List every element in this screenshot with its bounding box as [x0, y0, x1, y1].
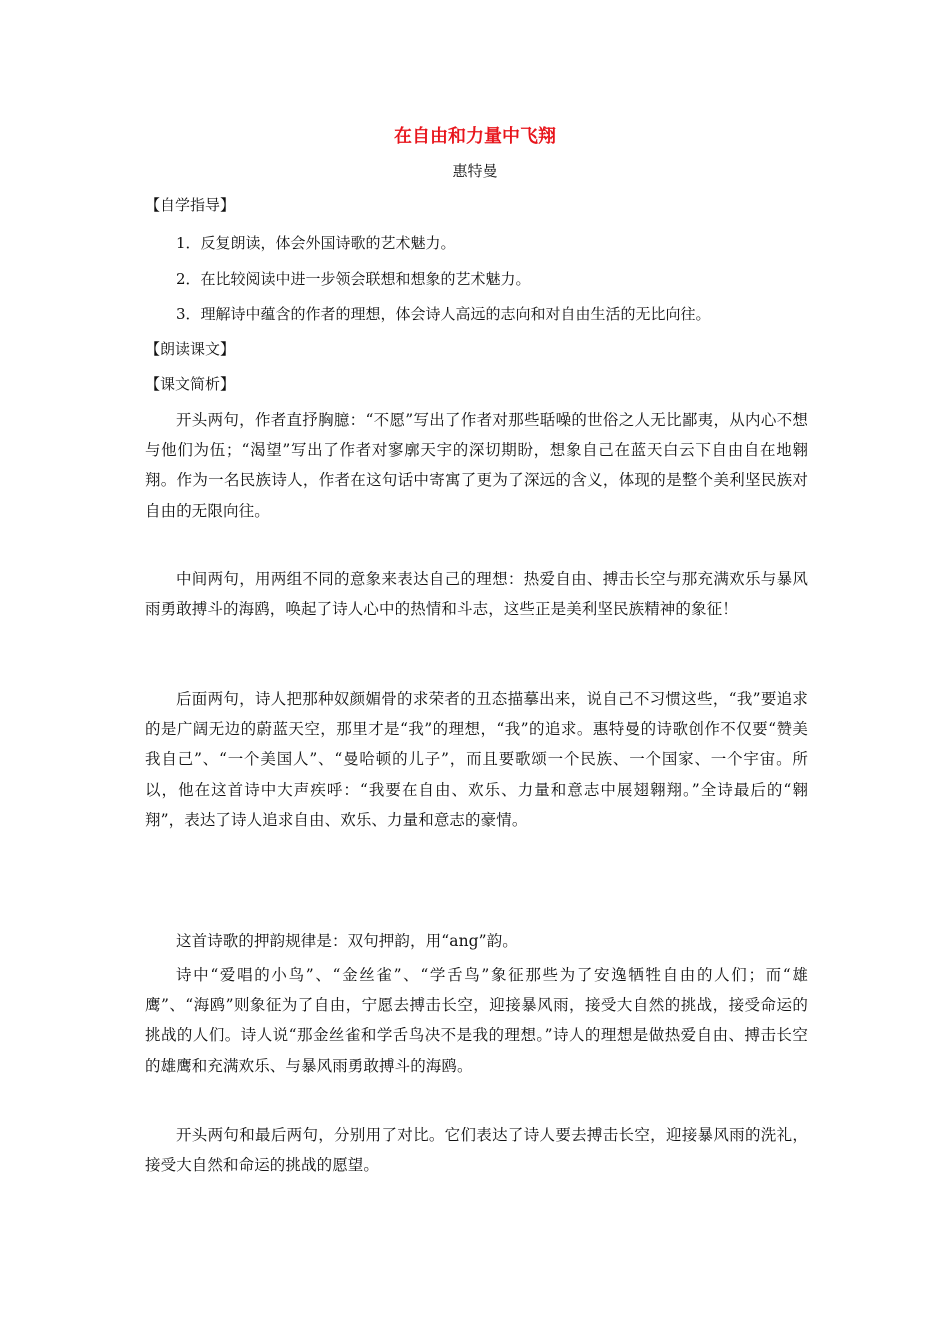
- section-heading-analysis: 【课文简析】: [145, 375, 236, 393]
- analysis-paragraph-5: 诗中“爱唱的小鸟”、“金丝雀”、“学舌鸟”象征那些为了安逸牺牲自由的人们；而“雄鹰”、“海鸥”则象征为了自由，宁愿去搏击长空，迎接暴风雨，接受大自然的挑战，接受命运的挑战的人们。诗人说“那金丝雀和学舌鸟决不是我的理想。”诗人的理想是做热爱自由、搏击长空的雄鹰和充满欢乐、与暴风雨勇敢搏斗的海鸥。: [145, 966, 808, 1075]
- guide-item-2: 2．在比较阅读中进一步领会联想和想象的艺术魅力。: [176, 270, 531, 288]
- author-name: 惠特曼: [452, 162, 498, 180]
- analysis-paragraph-1: 开头两句，作者直抒胸臆：“不愿”写出了作者对那些聒噪的世俗之人无比鄙夷，从内心不想与他们为伍；“渴望”写出了作者对寥廓天宇的深切期盼，想象自己在蓝天白云下自由自在地翱翔。作为一名民族诗人，作者在这句话中寄寓了更为了深远的含义，体现的是整个美利坚民族对自由的无限向往。: [145, 411, 808, 520]
- guide-item-3: 3．理解诗中蕴含的作者的理想，体会诗人高远的志向和对自由生活的无比向往。: [176, 305, 711, 323]
- analysis-paragraph-2: 中间两句，用两组不同的意象来表达自己的理想：热爱自由、搏击长空与那充满欢乐与暴风雨勇敢搏斗的海鸥，唤起了诗人心中的热情和斗志，这些正是美利坚民族精神的象征！: [145, 570, 808, 619]
- analysis-paragraph-4: 这首诗歌的押韵规律是：双句押韵，用“ang”韵。: [176, 932, 518, 950]
- section-heading-self-study: 【自学指导】: [145, 196, 236, 214]
- document-title: 在自由和力量中飞翔: [394, 126, 556, 147]
- section-heading-reading: 【朗读课文】: [145, 340, 236, 358]
- analysis-paragraph-6: 开头两句和最后两句，分别用了对比。它们表达了诗人要去搏击长空，迎接暴风雨的洗礼，接受大自然和命运的挑战的愿望。: [145, 1126, 808, 1175]
- guide-item-1: 1．反复朗读，体会外国诗歌的艺术魅力。: [176, 234, 456, 252]
- analysis-paragraph-3: 后面两句，诗人把那种奴颜媚骨的求荣者的丑态描摹出来，说自己不习惯这些，“我”要追求的是广阔无边的蔚蓝天空，那里才是“我”的理想，“我”的追求。惠特曼的诗歌创作不仅要“赞美我自己”、“一个美国人”、“曼哈顿的儿子”，而且要歌颂一个民族、一个国家、一个宇宙。所以，他在这首诗中大声疾呼：“我要在自由、欢乐、力量和意志中展翅翱翔。”全诗最后的“翱翔”，表达了诗人追求自由、欢乐、力量和意志的豪情。: [145, 690, 808, 829]
